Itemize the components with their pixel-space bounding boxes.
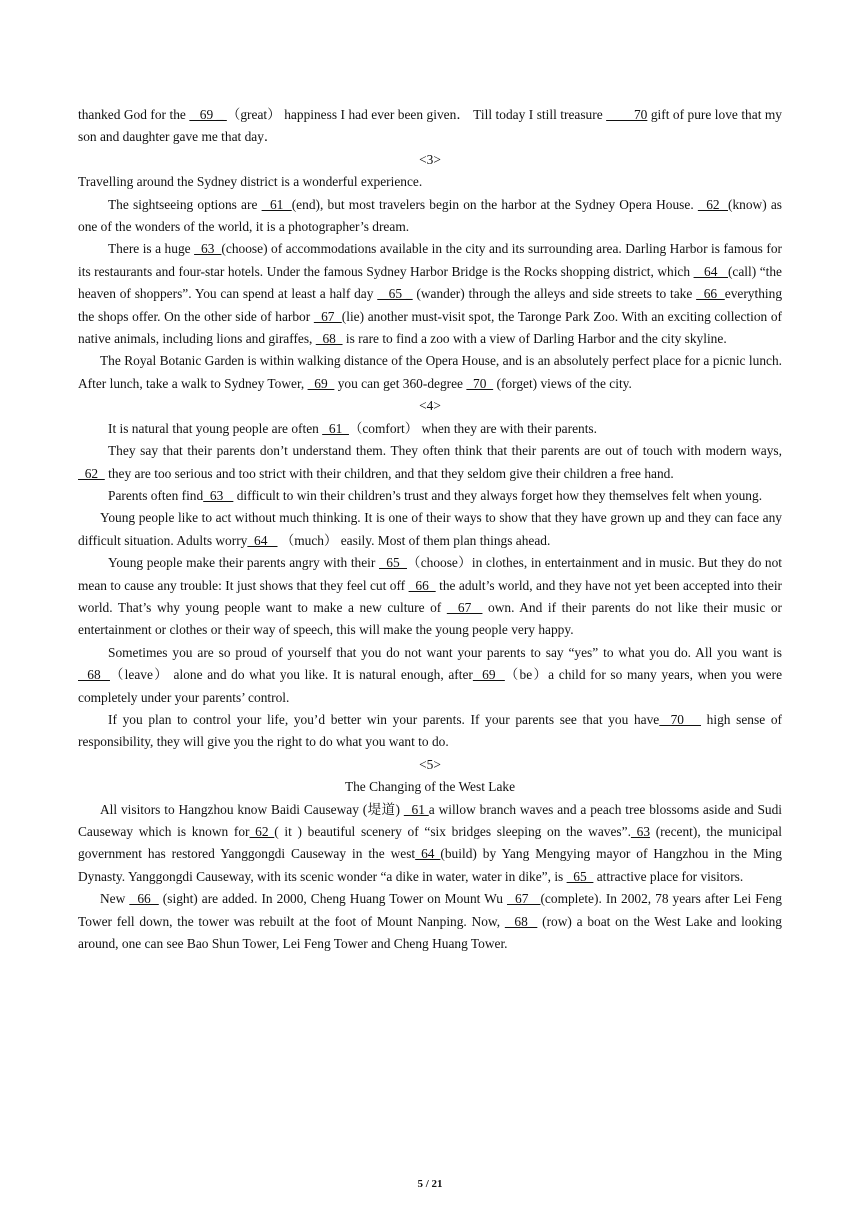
- text-run: the adult’s world, and they have not yet been accepted into their world. That’s why young people want to make a new culture of: [78, 577, 783, 615]
- answer-blank: 67: [506, 891, 541, 907]
- answer-blank: 61: [261, 196, 292, 212]
- text-run: It is natural that young people are often: [108, 420, 323, 436]
- answer-blank: 64: [415, 846, 441, 862]
- text-run: they are too serious and too strict with their children, and that they seldom give their children a free hand.: [104, 465, 674, 481]
- para-youth-4: [78, 507, 782, 552]
- para-sydney-intro: [78, 171, 782, 193]
- text-run: (end), but most travelers begin on the harbor at the Sydney Opera House.: [291, 196, 698, 212]
- text-run: (complete). In 2002, 78 years after Lei Feng Tower fell down, the tower was rebuilt at the foot of Mount Nanping. Now,: [78, 891, 783, 929]
- answer-blank: 70: [606, 107, 648, 122]
- para-sydney-3: [78, 350, 782, 395]
- text-run: ( it ) beautiful scenery of “six bridges sleeping on the waves”.: [274, 824, 631, 839]
- text-run: （comfort） when they are with their parents.: [348, 420, 597, 436]
- answer-blank: 64: [247, 532, 278, 548]
- text-run: Parents often find: [108, 487, 204, 503]
- para-continued: [78, 104, 782, 149]
- text-run: Young people like to act without much thinking. It is one of their ways to show that they have grown up and they can face any difficult situation. Adults worry: [78, 510, 782, 548]
- text-run: is rare to find a zoo with a view of Darling Harbor and the city skyline.: [342, 331, 727, 347]
- answer-blank: 61: [322, 420, 349, 436]
- text-run: (row) a boat on the West Lake and looking around, one can see Bao Shun Tower, Lei Feng Tower and Cheng Huang Tower.: [78, 913, 783, 952]
- para-youth-6: [78, 642, 782, 709]
- text-run: a willow branch waves and a peach tree blossoms aside and Sudi Causeway which is known for: [78, 801, 783, 839]
- answer-blank: 66: [129, 891, 159, 907]
- text-run: <3>: [419, 151, 441, 167]
- answer-blank: 69: [472, 667, 505, 683]
- text-run: own. And if their parents do not like their music or entertainment or clothes or their way of speech, this will make the young people very happy.: [78, 599, 783, 638]
- text-run: (sight) are added. In 2000, Cheng Huang Tower on Mount Wu: [158, 891, 507, 907]
- para-sydney-2: [78, 238, 782, 350]
- page-number: 5 / 21: [417, 1178, 443, 1190]
- text-run: If you plan to control your life, you’d better win your parents. If your parents see that you have: [108, 711, 660, 727]
- para-youth-3: [78, 485, 782, 507]
- answer-blank: 70: [466, 375, 494, 391]
- text-run: The Changing of the West Lake: [344, 779, 516, 795]
- answer-blank: 69: [307, 375, 335, 391]
- section-heading-3: [78, 149, 782, 171]
- text-run: (forget) views of the city.: [493, 375, 632, 391]
- answer-blank: 66: [408, 577, 436, 593]
- para-youth-7: [78, 709, 782, 754]
- answer-blank: 66: [696, 286, 725, 302]
- answer-blank: 65 _: [377, 286, 413, 302]
- answer-blank: 63: [203, 487, 234, 503]
- text-run: （choose）in clothes, in entertainment and in music. But they do not mean to cause any trouble: It just shows that they feel cut off: [78, 555, 783, 593]
- text-run: (choose) of accommodations available in the city and its surrounding area. Darling Harbor is famous for its restaurants and four-star hotels. Under the famous Sydney Harbor Bridge is the Rocks shopping district, which: [78, 241, 782, 279]
- text-run: <4>: [419, 398, 441, 414]
- para-youth-5: [78, 552, 782, 642]
- text-run: high sense of responsibility, they will give you the right to do what you want to do.: [78, 711, 782, 750]
- para-youth-1: [78, 418, 782, 440]
- text-run: The sightseeing options are: [108, 196, 262, 212]
- answer-blank: 62: [697, 196, 728, 212]
- section-heading-4: [78, 395, 782, 417]
- section-heading-5: [78, 754, 782, 776]
- text-run: Young people make their parents angry with their: [108, 555, 380, 571]
- text-run: （great） happiness I had ever been given． Till today I still treasure: [226, 107, 607, 122]
- answer-blank: 63: [194, 241, 222, 257]
- para-youth-2: [78, 440, 782, 485]
- answer-blank: 67: [446, 599, 483, 615]
- answer-blank: 62: [249, 824, 275, 839]
- text-run: thanked God for the: [78, 107, 190, 122]
- para-lake-1: [78, 799, 782, 889]
- text-run: (recent), the municipal government has restored Yanggongdi Causeway in the west: [78, 824, 782, 862]
- text-run: everything the shops offer. On the other side of harbor: [78, 286, 783, 324]
- answer-blank: 64: [693, 263, 728, 279]
- answer-blank: 65: [379, 555, 407, 571]
- text-run: (call) “the heaven of shoppers”. You can spend at least a half day: [78, 263, 783, 302]
- answer-blank: 68: [504, 913, 538, 929]
- text-run: (know) as one of the wonders of the world, it is a photographer’s dream.: [78, 196, 782, 235]
- text-run: gift of pure love that my son and daughter gave me that day．: [78, 107, 782, 145]
- answer-blank: 68: [315, 331, 343, 347]
- text-run: (wander) through the alleys and side streets to take: [412, 286, 697, 302]
- text-run: （be）a child for so many years, when you were completely under your parents’ control.: [78, 667, 783, 705]
- passage-title: [78, 776, 782, 798]
- text-run: (lie) another must-visit spot, the Taronge Park Zoo. With an exciting collection of native animals, including lions and giraffes,: [78, 308, 783, 347]
- answer-blank: 69 _: [189, 107, 227, 122]
- text-run: attractive place for visitors.: [593, 868, 744, 884]
- answer-blank: 65: [566, 868, 594, 884]
- answer-blank: 63: [630, 824, 651, 839]
- answer-blank: 61: [403, 801, 429, 817]
- text-run: （leave） alone and do what you like. It is natural enough, after: [109, 667, 473, 683]
- text-run: All visitors to Hangzhou know Baidi Causeway (堤道): [100, 801, 404, 817]
- text-run: They say that their parents don’t understand them. They often think that their parents are out of touch with modern ways,: [108, 443, 782, 459]
- text-run: Travelling around the Sydney district is a wonderful experience.: [78, 174, 423, 190]
- text-run: （much） easily. Most of them plan things ahead.: [277, 532, 551, 548]
- text-run: you can get 360-degree: [334, 375, 467, 391]
- answer-blank: 62: [78, 465, 105, 481]
- text-run: (build) by Yang Mengying mayor of Hangzhou in the Ming Dynasty. Yanggongdi Causeway, with its scenic wonder “a dike in water, water in dike”, is: [78, 846, 782, 884]
- answer-blank: 70: [659, 711, 701, 727]
- para-sydney-1: [78, 194, 782, 239]
- text-run: difficult to win their children’s trust and they always forget how they themselves felt when young.: [233, 487, 763, 503]
- text-run: There is a huge: [108, 241, 195, 257]
- para-lake-2: [78, 888, 782, 955]
- text-run: Sometimes you are so proud of yourself that you do not want your parents to say “yes” to what you do. All you want is: [108, 644, 782, 660]
- text-run: The Royal Botanic Garden is within walking distance of the Opera House, and is an absolutely perfect place for a picnic lunch. After lunch, take a walk to Sydney Tower,: [78, 353, 782, 391]
- document-body: [78, 104, 782, 955]
- answer-blank: 68: [78, 667, 110, 683]
- text-run: New: [100, 891, 130, 907]
- text-run: <5>: [419, 756, 441, 772]
- answer-blank: 67: [313, 308, 342, 324]
